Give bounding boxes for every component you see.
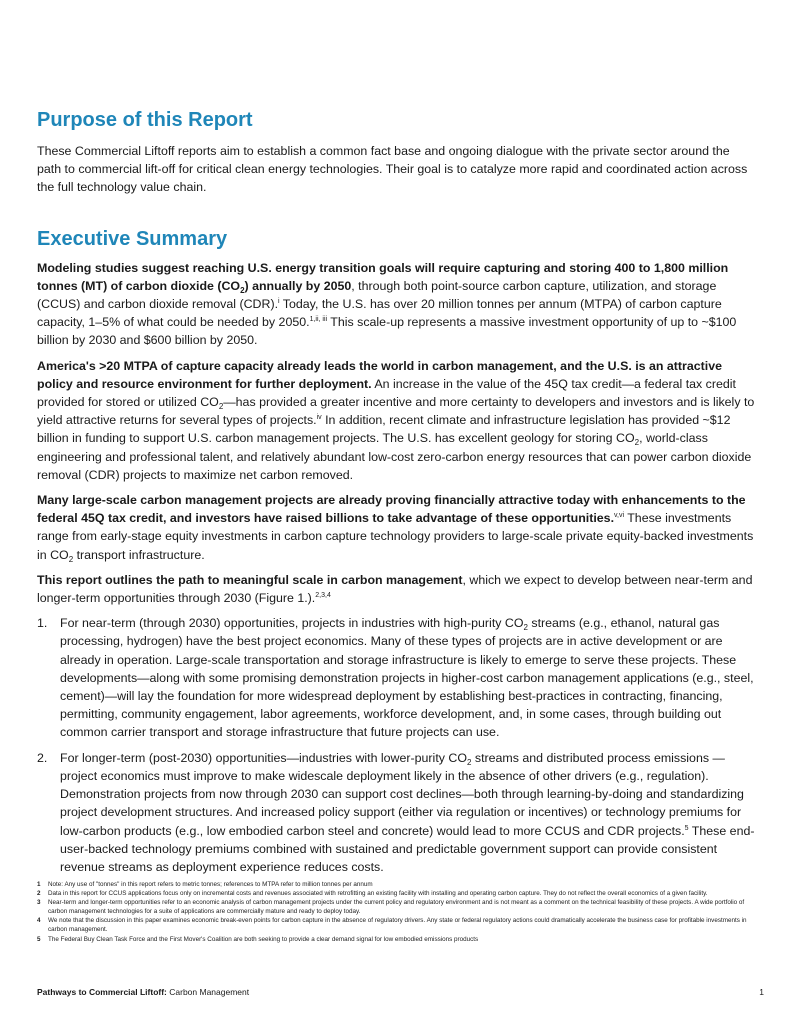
footer-title-bold: Pathways to Commercial Liftoff: bbox=[37, 987, 167, 997]
footnote-text: The Federal Buy Clean Task Force and the First Mover's Coalition are both seeking to provide a clear demand signal for low embodied emissions products bbox=[48, 935, 479, 943]
footnote-text: Near-term and longer-term opportunities refer to an economic analysis of carbon management projects under the current policy and regulatory environment and is not meant as a comment on the technical feasibility of these projects. A wide portfolio of carbon management technologies for a suite of applications are commercially mature and ready to deploy today. bbox=[48, 899, 745, 916]
exec-p3-ref: v,vi bbox=[614, 512, 625, 520]
exec-p1-text-c: This scale-up represents a massive investment opportunity of up to ~$100 billion by 2030 and $600 billion by 2050. bbox=[37, 315, 737, 348]
exec-p1-text-a: , through both point-source carbon capture, utilization, and storage (CCUS) and carbon dioxide removal (CDR). bbox=[37, 278, 717, 312]
footnote bbox=[37, 916, 755, 934]
exec-p3-sub: 2 bbox=[68, 554, 74, 564]
exec-p1-bold-sub: 2 bbox=[240, 285, 245, 295]
footnote-number: 4 bbox=[37, 917, 41, 925]
page-footer bbox=[37, 986, 764, 998]
list-item-sub: 2 bbox=[523, 623, 528, 633]
page-number: 1 bbox=[759, 987, 764, 997]
footnote-number: 1 bbox=[37, 881, 41, 888]
exec-p3-text-b: transport infrastructure. bbox=[73, 547, 205, 562]
exec-p2-bold: America's >20 MTPA of capture capacity already leads the world in carbon management, and the U.S. is an attractive policy and resource environment for further deployment. bbox=[37, 358, 722, 391]
exec-p1-ref-a: i bbox=[278, 298, 280, 306]
report-page bbox=[37, 108, 755, 883]
footnote-text: We note that the discussion in this paper examines economic break-even points for carbon capture in the absence of regulatory drivers. Any state or federal regulatory actions could dramatically accelerate the business case for profitable investments in carbon management. bbox=[48, 917, 747, 934]
exec-p2-text-b: —has provided a greater incentive and more certainty to developers and investors and is likely to yield attractive returns for several types of projects. bbox=[37, 395, 755, 428]
list-item-text-c: These end-user-backed technology premiums combined with sustained and predictable government support can provide consistent revenue streams as deployment experience reduces costs. bbox=[60, 823, 755, 874]
exec-p2-text-a: An increase in the value of the 45Q tax credit—a federal tax credit provided for stored or utilized CO bbox=[37, 376, 736, 410]
exec-p1-ref-b: 1,ii, iii bbox=[309, 316, 328, 324]
exec-p2-ref-a: iv bbox=[316, 414, 322, 422]
exec-paragraph-2 bbox=[37, 357, 755, 484]
exec-p4-text: , which we expect to develop between near-term and longer-term opportunities through 2030 (Figure 1.). bbox=[37, 572, 753, 606]
exec-p4-ref: 2,3,4 bbox=[315, 592, 331, 600]
exec-p3-bold: Many large-scale carbon management projects are already proving financially attractive today with enhancements to the federal 45Q tax credit, and investors have raised billions to take advantage of these opportunities. bbox=[37, 493, 746, 526]
footnote-number: 2 bbox=[37, 890, 41, 898]
exec-paragraph-1 bbox=[37, 259, 755, 350]
list-item-text-b: streams (e.g., ethanol, natural gas processing, hydrogen) have the best project economics. Many of these types of projects are in active development or are already in operation. Large-scale transportation and storage infrastructure is likely to emerge to serve these projects. These developments—along with some promising demonstration projects in higher-cost carbon management applications (e.g., steel, cement)—will lay the foundation for more widespread deployment by establishing best-practices in contracting, financing, permitting, community engagement, labor agreements, workforce development, and, in some cases, through building out common carrier transport and storage infrastructure that future projects can use. bbox=[60, 616, 754, 740]
exec-paragraph-4 bbox=[37, 571, 755, 607]
list-item-text-a: For near-term (through 2030) opportunities, projects in industries with high-purity CO bbox=[60, 616, 524, 631]
list-item-number: 2. bbox=[37, 750, 48, 765]
list-item-text-b: streams and distributed process emissions —project economics must improve to make widescale deployment likely in the absence of other drivers (e.g., regulation). Demonstration projects from now through 2030 can support cost declines—both through learning-by-doing and standardizing project development structures. And increased policy support (either via regulation or incentives) or technology premiums for low-carbon products (e.g., low embodied carbon steel and concrete) would lead to more CCUS and CDR projects. bbox=[60, 750, 744, 838]
list-item bbox=[37, 749, 755, 876]
exec-p2-text-c: In addition, recent climate and infrastructure legislation has provided ~$12 billion in funding to support U.S. carbon management projects. The U.S. has excellent geology for storing CO bbox=[37, 413, 731, 446]
exec-p4-bold: This report outlines the path to meaningful scale in carbon management bbox=[37, 572, 463, 587]
exec-p1-bold-b: ) annually by 2050 bbox=[244, 278, 352, 293]
exec-p3-text-a: These investments range from early-stage equity investments in carbon capture technology providers to large-scale private equity-backed investments in CO bbox=[37, 511, 754, 562]
executive-summary-heading: Executive Summary bbox=[37, 227, 228, 250]
footnote bbox=[37, 898, 755, 916]
footnote-number: 5 bbox=[37, 935, 41, 943]
list-item-ref: 5 bbox=[684, 824, 689, 832]
footnote bbox=[37, 880, 755, 889]
footnotes bbox=[37, 880, 755, 944]
list-item-number: 1. bbox=[37, 616, 48, 631]
list-item-sub: 2 bbox=[466, 757, 472, 767]
exec-p2-sub-a: 2 bbox=[218, 402, 224, 412]
purpose-text: These Commercial Liftoff reports aim to establish a common fact base and ongoing dialogue with the private sector around the path to commercial lift-off for critical clean energy technologies. Their goal is to catalyze more rapid and coordinated action across the full technology value chain. bbox=[37, 144, 748, 195]
list-item bbox=[37, 614, 755, 741]
exec-paragraph-3 bbox=[37, 491, 755, 564]
exec-p2-sub-b: 2 bbox=[634, 438, 640, 448]
exec-p1-text-b: Today, the U.S. has over 20 million tonnes per annum (MTPA) of carbon capture capacity, 1–5% of what could be needed by 2050. bbox=[37, 297, 722, 330]
exec-p1-bold-a: Modeling studies suggest reaching U.S. energy transition goals will require capturing and storing 400 to 1,800 million tonnes (MT) of carbon dioxide (CO bbox=[37, 260, 729, 293]
footnote bbox=[37, 935, 755, 944]
list-item-text-a: For longer-term (post-2030) opportunities—industries with lower-purity CO bbox=[60, 750, 467, 765]
footnote-text: Data in this report for CCUS applications focus only on incremental costs and revenues associated with retrofitting an existing facility with installing and operating carbon capture. They do not reflect the overall economics of a given facility. bbox=[48, 890, 708, 898]
footnote-number: 3 bbox=[37, 899, 41, 907]
footnote bbox=[37, 889, 755, 898]
purpose-heading: Purpose of this Report bbox=[37, 109, 253, 131]
footnote-text: Note: Any use of "tonnes" in this report refers to metric tonnes; references to MTPA refer to million tonnes per annum bbox=[48, 881, 373, 888]
footer-title-rest: Carbon Management bbox=[166, 987, 250, 997]
exec-p2-text-d: , world-class engineering and professional talent, and relatively abundant low-cost zero-carbon energy resources that can power carbon dioxide removal (CDR) projects to maximize net carbon removed. bbox=[37, 431, 752, 482]
